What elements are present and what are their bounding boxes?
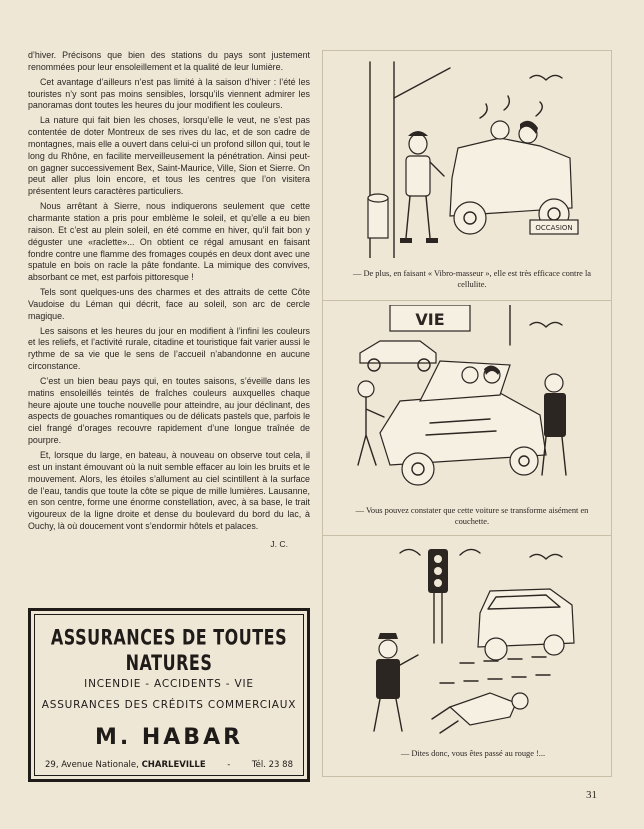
ad-title: ASSURANCES DE TOUTES NATURES: [50, 624, 288, 676]
ad-address-line: [35, 760, 303, 770]
article-signature: J. C.: [270, 538, 288, 549]
article-text: [28, 50, 310, 551]
insurance-advertisement: [28, 608, 310, 782]
article-paragraph: Cet avantage d’ailleurs n’est pas limité à la saison d’hiver : l’été les touristes n’y sont pas moins sensibles, lorsqu’ils viennent admirer les panoramas dont toutes les heures du jour modifient les couleurs.: [28, 76, 310, 111]
ad-address-block: [45, 760, 206, 770]
article-paragraph: C’est un bien beau pays qui, en toutes saisons, s’éveille dans les matins ensoleillés teintés de fraîches couleurs auxquelles chaque heure ajoute une touche nouvelle pour atteindre, au jour déclinant, des aspects de gouaches romantiques ou de délicats pastels que, parfois le ciel frangé d’orages recouvre rapidement d’une longue traînée de pourpre.: [28, 375, 310, 446]
article-paragraph: d’hiver. Précisons que bien des stations du pays sont justement renommées pour leur ensoleillement et la qualité de leur lumière.: [28, 50, 310, 72]
article-paragraph: La nature qui fait bien les choses, lorsqu’elle le veut, ne s’est pas contentée de doter Montreux de ses rives du lac, et de son cadre de montagnes, mais elle a ouvert dans celui-ci un profond sillon qui, tout le long du Rhône, en facilite merveilleusement la pénétration. Ainsi peut-on gagner successivement Bex, Saint-Maurice, Ville, Sion et Sierre. On peut aller plus loin encore, et tous les centres que l’on visitera présentent leurs caractères particuliers.: [28, 115, 310, 197]
ad-city: CHARLEVILLE: [141, 760, 206, 770]
cartoon-caption: — De plus, en faisant « Vibro-masseur », elle est très efficace contre la cellulite.: [352, 269, 592, 289]
ad-credit-line: ASSURANCES DES CRÉDITS COMMERCIAUX: [41, 699, 297, 711]
ad-services: INCENDIE - ACCIDENTS - VIE: [84, 678, 254, 690]
page-number: 31: [586, 789, 597, 801]
cartoon-caption: — Vous pouvez constater que cette voiture se transforme aisément en couchette.: [355, 506, 589, 526]
ad-separator: -: [227, 760, 231, 770]
advertisement-inner-frame: [34, 614, 304, 776]
article-paragraph: Et, lorsque du large, en bateau, à nouveau on observe tout cela, il est un instant émouvant où la nuit semble effacer au loin les bruits et le mouvement. Alors, les étoiles s’allument au ciel scintillent à la surface de l’eau, tandis que toute la côte se pique de mille lumières. Lausanne, en son centre, forme une énorme constellation, avec, à sa base, le trait vigoureux de la ligne droite et dense du boulevard du bord du lac, à Ouchy, là où doucement vont s’endormir hôtels et palaces.: [28, 450, 310, 532]
cartoon-divider: [322, 300, 612, 301]
ad-phone: Tél. 23 88: [251, 760, 293, 770]
car-sign-text: OCCASION: [535, 224, 573, 232]
cartoon-divider: [322, 535, 612, 536]
shop-sign-text: VIE: [415, 310, 445, 329]
article-paragraph: Tels sont quelques-uns des charmes et des attraits de cette Côte Vaudoise du Léman qui décrit, face au soleil, son arc de cercle magique.: [28, 287, 310, 321]
cartoon-caption: — Dites donc, vous êtes passé au rouge !...: [400, 749, 546, 758]
cartoon-car-couchette-illustration: [340, 305, 590, 495]
ad-street: 29, Avenue Nationale,: [45, 760, 139, 770]
cartoon-mechanic-car-illustration: [340, 58, 590, 258]
cartoon-traffic-light-illustration: [340, 543, 590, 743]
ad-company-name: M. HABAR: [94, 725, 244, 750]
article-paragraph: Les saisons et les heures du jour en modifient à l’infini les couleurs et les reliefs, et l’activité rurale, citadine et touristique fait varier aussi le rythme de sa vie que le sens de l’accueil n’abandonne en aucune circonstance.: [28, 325, 310, 372]
article-paragraph: Nous arrêtant à Sierre, nous indiquerons seulement que cette charmante station a pris pour emblème le soleil, et qu’elle a eu bien raison. Et c’est au plein soleil, en été comme en hiver, qu’il fait bon y déguster une «raclette»... On obtient ce régal amusant en faisant fondre contre une flamme des fromages coupés en deux dont avec une spatule en bois on racle la pâte fondante. La mimique des convives, absorbant ce met, est parfois pittoresque !: [28, 201, 310, 283]
